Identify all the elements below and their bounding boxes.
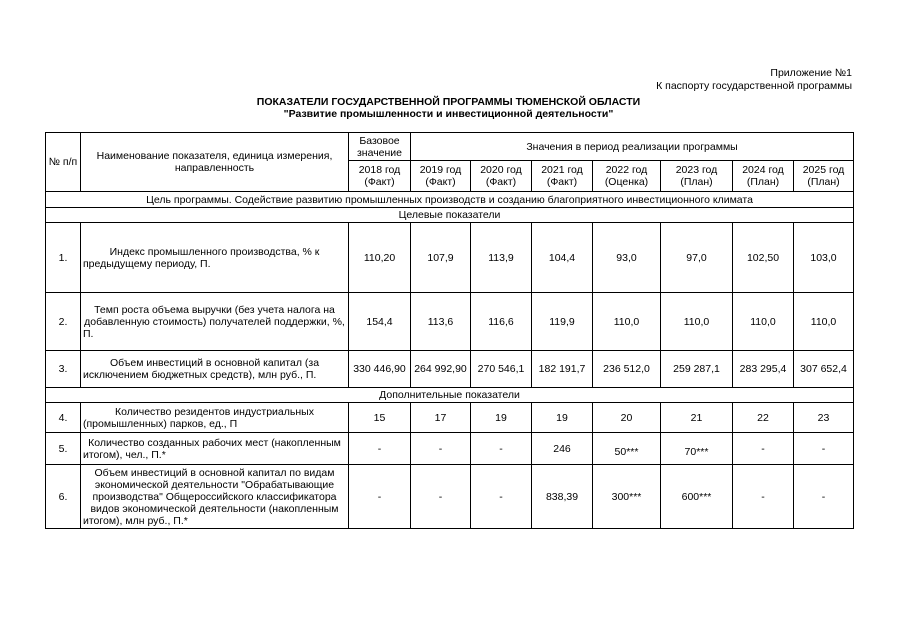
row-value: 17 bbox=[411, 403, 471, 433]
row-name: Количество резидентов индустриальных (промышленных) парков, ед., П bbox=[81, 403, 349, 433]
row-name: Объем инвестиций в основной капитал по видам экономической деятельности "Обрабатывающие производства" Общероссийского классификатора видов экономической деятельности (накопленным итогом), млн руб., П.* bbox=[81, 465, 349, 529]
row-value: 20 bbox=[593, 403, 661, 433]
table-row bbox=[46, 293, 854, 351]
row-value: 283 295,4 bbox=[733, 351, 794, 388]
row-value: 102,50 bbox=[733, 223, 794, 293]
row-value: 110,0 bbox=[661, 293, 733, 351]
row-value: - bbox=[349, 465, 411, 529]
header-year-2024: 2024 год (План) bbox=[733, 161, 794, 192]
row-name: Индекс промышленного производства, % к предыдущему периоду, П. bbox=[81, 223, 349, 293]
row-value: 19 bbox=[532, 403, 593, 433]
row-value: 116,6 bbox=[471, 293, 532, 351]
header-year-2025: 2025 год (План) bbox=[794, 161, 854, 192]
row-name: Количество созданных рабочих мест (накопленным итогом), чел., П.* bbox=[81, 433, 349, 465]
row-value: 182 191,7 bbox=[532, 351, 593, 388]
row-value: 93,0 bbox=[593, 223, 661, 293]
row-value: 600*** bbox=[661, 465, 733, 529]
row-value: 110,20 bbox=[349, 223, 411, 293]
section-extra: Дополнительные показатели bbox=[46, 388, 854, 403]
row-value: - bbox=[471, 433, 532, 465]
row-value: - bbox=[794, 465, 854, 529]
row-num: 4. bbox=[46, 403, 81, 433]
row-name: Темп роста объема выручки (без учета налога на добавленную стоимость) получателей поддержки, %, П. bbox=[81, 293, 349, 351]
row-num: 2. bbox=[46, 293, 81, 351]
row-value: 110,0 bbox=[733, 293, 794, 351]
row-value: 307 652,4 bbox=[794, 351, 854, 388]
row-value: 246 bbox=[532, 433, 593, 465]
header-year-2023: 2023 год (План) bbox=[661, 161, 733, 192]
table-row bbox=[46, 223, 854, 293]
row-value: - bbox=[411, 433, 471, 465]
header-year-2018: 2018 год (Факт) bbox=[349, 161, 411, 192]
header-year-2022: 2022 год (Оценка) bbox=[593, 161, 661, 192]
header-period: Значения в период реализации программы bbox=[411, 133, 854, 161]
header-base: Базовое значение bbox=[349, 133, 411, 161]
row-value: 838,39 bbox=[532, 465, 593, 529]
row-num: 5. bbox=[46, 433, 81, 465]
row-name: Объем инвестиций в основной капитал (за исключением бюджетных средств), млн руб., П. bbox=[81, 351, 349, 388]
row-value: 110,0 bbox=[593, 293, 661, 351]
row-num: 6. bbox=[46, 465, 81, 529]
table-row bbox=[46, 433, 854, 465]
row-value: 97,0 bbox=[661, 223, 733, 293]
row-value: 103,0 bbox=[794, 223, 854, 293]
appendix-subtitle: К паспорту государственной программы bbox=[656, 80, 852, 92]
row-value: 270 546,1 bbox=[471, 351, 532, 388]
row-value: - bbox=[733, 433, 794, 465]
row-value: 236 512,0 bbox=[593, 351, 661, 388]
header-year-2021: 2021 год (Факт) bbox=[532, 161, 593, 192]
row-value: 300*** bbox=[593, 465, 661, 529]
row-value: 119,9 bbox=[532, 293, 593, 351]
header-name: Наименование показателя, единица измерения, направленность bbox=[81, 133, 349, 192]
row-value: 107,9 bbox=[411, 223, 471, 293]
row-value: 50*** bbox=[593, 433, 661, 465]
row-value: 104,4 bbox=[532, 223, 593, 293]
row-value: 23 bbox=[794, 403, 854, 433]
indicators-table bbox=[45, 132, 854, 529]
row-value: 21 bbox=[661, 403, 733, 433]
row-value: - bbox=[733, 465, 794, 529]
table-row bbox=[46, 465, 854, 529]
row-value: 259 287,1 bbox=[661, 351, 733, 388]
row-value: 330 446,90 bbox=[349, 351, 411, 388]
appendix-label: Приложение №1 bbox=[770, 67, 852, 79]
row-value: - bbox=[411, 465, 471, 529]
goal-row: Цель программы. Содействие развитию промышленных производств и созданию благоприятного инвестиционного климата bbox=[46, 192, 854, 208]
section-target: Целевые показатели bbox=[46, 208, 854, 223]
row-value: 264 992,90 bbox=[411, 351, 471, 388]
row-value: 154,4 bbox=[349, 293, 411, 351]
row-num: 1. bbox=[46, 223, 81, 293]
row-value: 19 bbox=[471, 403, 532, 433]
header-year-2019: 2019 год (Факт) bbox=[411, 161, 471, 192]
row-value: - bbox=[794, 433, 854, 465]
table-row bbox=[46, 351, 854, 388]
header-num: № п/п bbox=[46, 133, 81, 192]
page-subtitle: "Развитие промышленности и инвестиционной деятельности" bbox=[283, 108, 614, 120]
row-value: 110,0 bbox=[794, 293, 854, 351]
row-num: 3. bbox=[46, 351, 81, 388]
page-title: ПОКАЗАТЕЛИ ГОСУДАРСТВЕННОЙ ПРОГРАММЫ ТЮМЕНСКОЙ ОБЛАСТИ bbox=[256, 96, 641, 108]
header-year-2020: 2020 год (Факт) bbox=[471, 161, 532, 192]
row-value: - bbox=[349, 433, 411, 465]
row-value: 15 bbox=[349, 403, 411, 433]
row-value: - bbox=[471, 465, 532, 529]
table-row bbox=[46, 403, 854, 433]
row-value: 113,9 bbox=[471, 223, 532, 293]
row-value: 113,6 bbox=[411, 293, 471, 351]
row-value: 70*** bbox=[661, 433, 733, 465]
row-value: 22 bbox=[733, 403, 794, 433]
